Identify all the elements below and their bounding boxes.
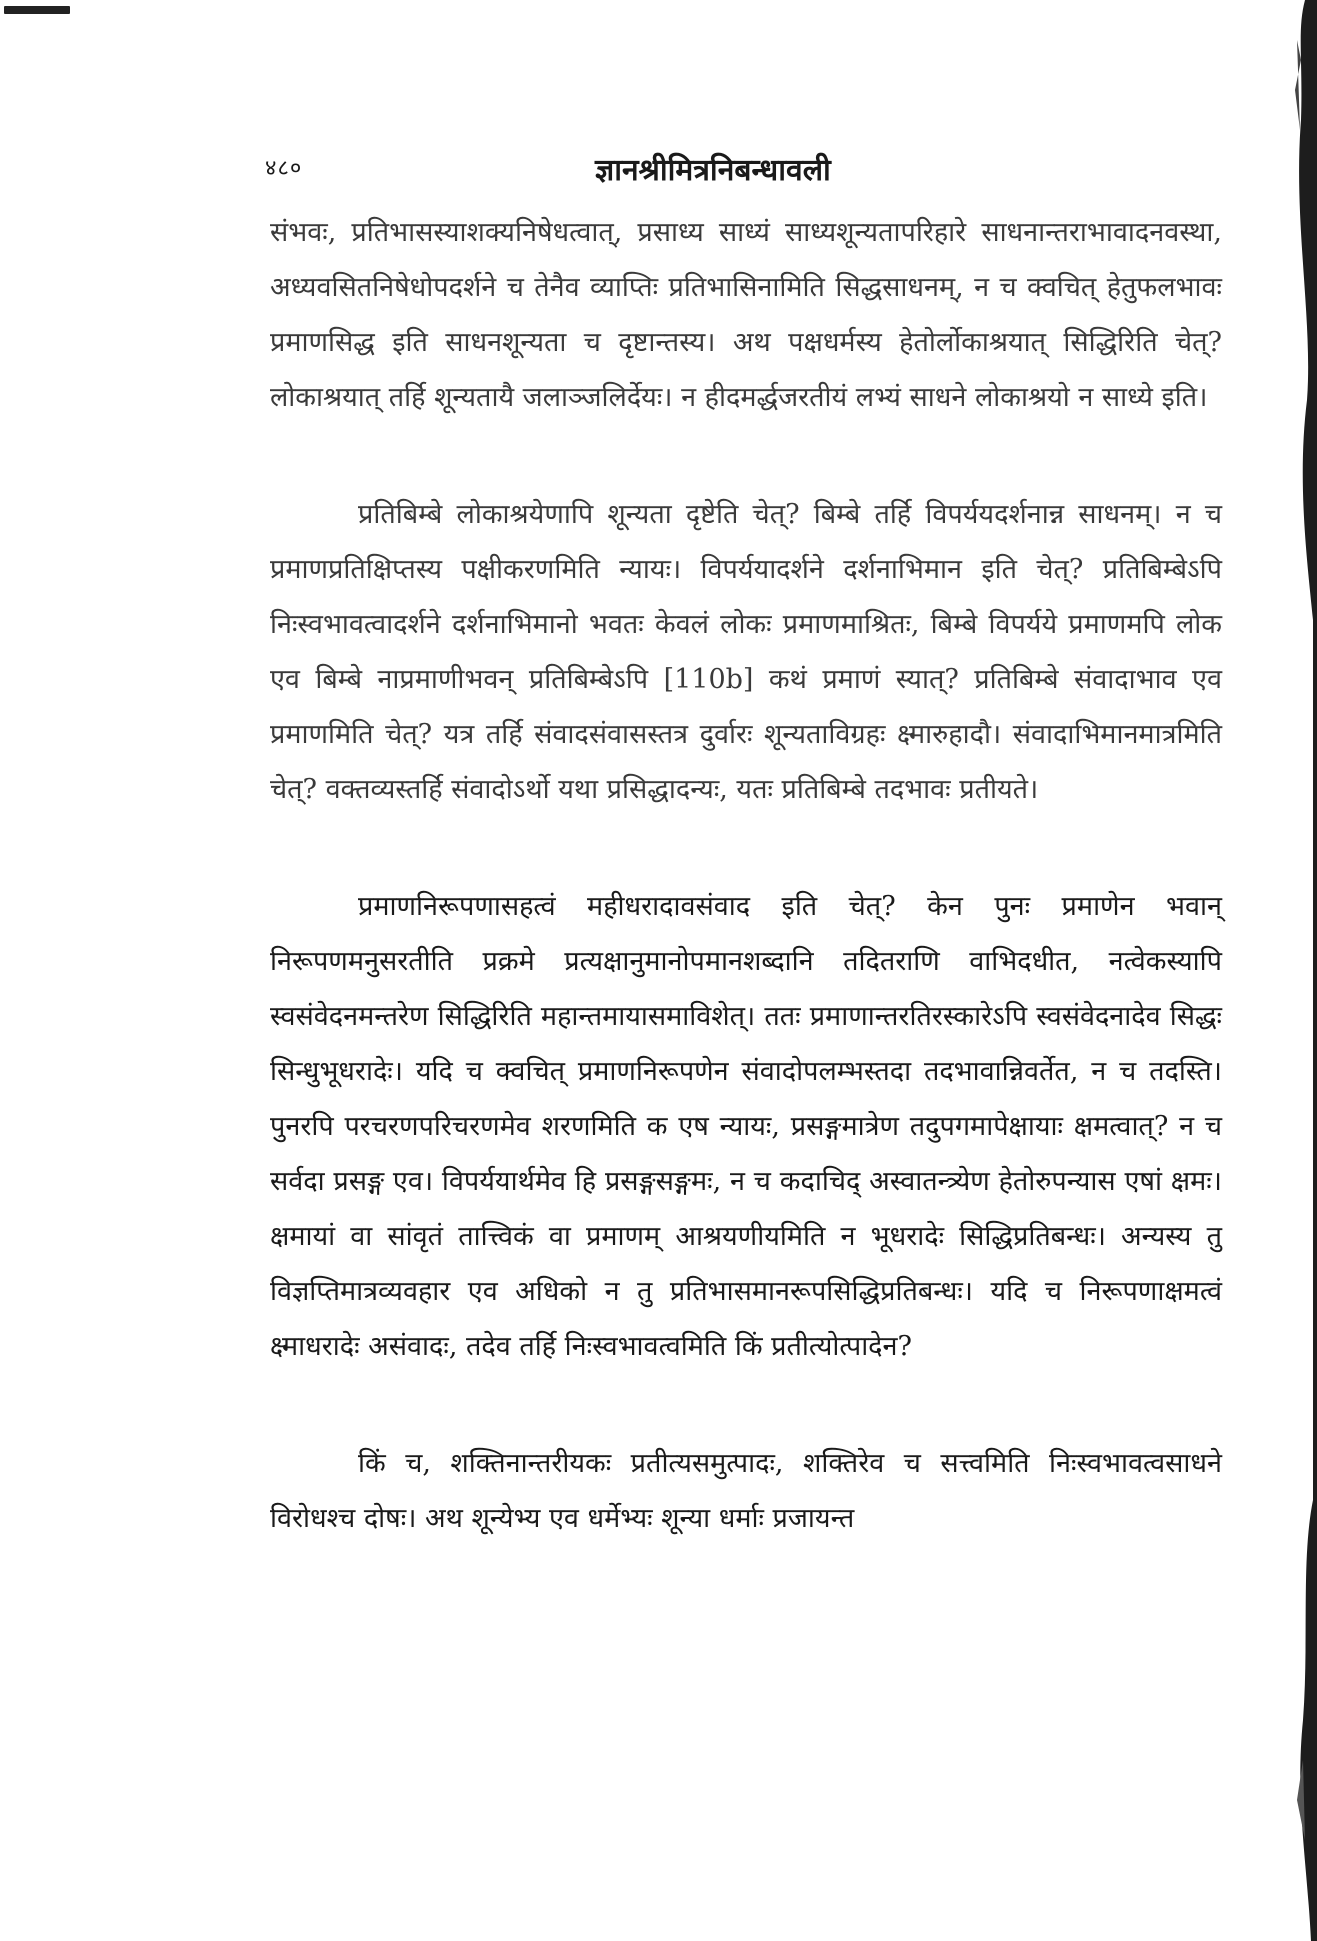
page-number: ४८० xyxy=(265,156,303,181)
scan-corner-mark xyxy=(4,6,70,14)
running-title: ज्ञानश्रीमित्रनिबन्धावली xyxy=(595,153,831,188)
body-text xyxy=(270,205,1222,1546)
paragraph-1: संभवः, प्रतिभासस्याशक्यनिषेधत्वात्, प्रसाध्य साध्यं साध्यशून्यतापरिहारे साधनान्तराभावादनवस्था, अध्यवसितनिषेधोपदर्शने च तेनैव व्याप्तिः प्रतिभासिनामिति सिद्धसाधनम्, न च क्वचित् हेतुफलभावः प्रमाणसिद्ध इति साधनशून्यता च दृष्टान्तस्य। अथ पक्षधर्मस्य हेतोर्लोकाश्रयात् सिद्धिरिति चेत्? लोकाश्रयात् तर्हि शून्यतायै जलाञ्जलिर्देयः। न हीदमर्द्धजरतीयं लभ्यं साधने लोकाश्रयो न साध्ये इति। xyxy=(270,217,1222,413)
scan-edge-shadow xyxy=(1267,0,1317,1941)
paragraph-2: प्रतिबिम्बे लोकाश्रयेणापि शून्यता दृष्टेति चेत्? बिम्बे तर्हि विपर्ययदर्शनान्न साधनम्। न च प्रमाणप्रतिक्षिप्तस्य पक्षीकरणमिति न्यायः। विपर्ययादर्शने दर्शनाभिमान इति चेत्? प्रतिबिम्बेऽपि निःस्वभावत्वादर्शने दर्शनाभिमानो भवतः केवलं लोकः प्रमाणमाश्रितः, बिम्बे विपर्यये प्रमाणमपि लोक एव बिम्बे नाप्रमाणीभवन् प्रतिबिम्बेऽपि [110b] कथं प्रमाणं स्यात्? प्रतिबिम्बे संवादाभाव एव प्रमाणमिति चेत्? यत्र तर्हि संवादसंवासस्तत्र दुर्वारः शून्यताविग्रहः क्ष्मारुहादौ। संवादाभिमानमात्रमिति चेत्? वक्तव्यस्तर्हि संवादोऽर्थो यथा प्रसिद्धादन्यः, यतः प्रतिबिम्बे तदभावः प्रतीयते। xyxy=(270,499,1222,805)
page-header xyxy=(265,148,1225,188)
paragraph-3: प्रमाणनिरूपणासहत्वं महीधरादावसंवाद इति चेत्? केन पुनः प्रमाणेन भवान् निरूपणमनुसरतीति प्रक्रमे प्रत्यक्षानुमानोपमानशब्दानि तदितराणि वाभिदधीत, नत्वेकस्यापि स्वसंवेदनमन्तरेण सिद्धिरिति महान्तमायासमाविशेत्। ततः प्रमाणान्तरतिरस्कारेऽपि स्वसंवेदनादेव सिद्धः सिन्धुभूधरादेः। यदि च क्वचित् प्रमाणनिरूपणेन संवादोपलम्भस्तदा तदभावान्निवर्तेत, न च तदस्ति। पुनरपि परचरणपरिचरणमेव शरणमिति क एष न्यायः, प्रसङ्गमात्रेण तदुपगमापेक्षायाः क्षमत्वात्? न च सर्वदा प्रसङ्ग एव। विपर्ययार्थमेव हि प्रसङ्गसङ्गमः, न च कदाचिद् अस्वातन्त्र्येण हेतोरुपन्यास एषां क्षमः। क्षमायां वा सांवृतं तात्त्विकं वा प्रमाणम् आश्रयणीयमिति न भूधरादेः सिद्धिप्रतिबन्धः। अन्यस्य तु विज्ञप्तिमात्रव्यवहार एव अधिको न तु प्रतिभासमानरूपसिद्धिप्रतिबन्धः। यदि च निरूपणाक्षमत्वं क्ष्माधरादेः असंवादः, तदेव तर्हि निःस्वभावत्वमिति किं प्रतीत्योत्पादेन? xyxy=(270,891,1222,1362)
paragraph-4: किं च, शक्तिनान्तरीयकः प्रतीत्यसमुत्पादः, शक्तिरेव च सत्त्वमिति निःस्वभावत्वसाधने विरोधश्च दोषः। अथ शून्येभ्य एव धर्मेभ्यः शून्या धर्माः प्रजायन्त xyxy=(270,1448,1222,1534)
